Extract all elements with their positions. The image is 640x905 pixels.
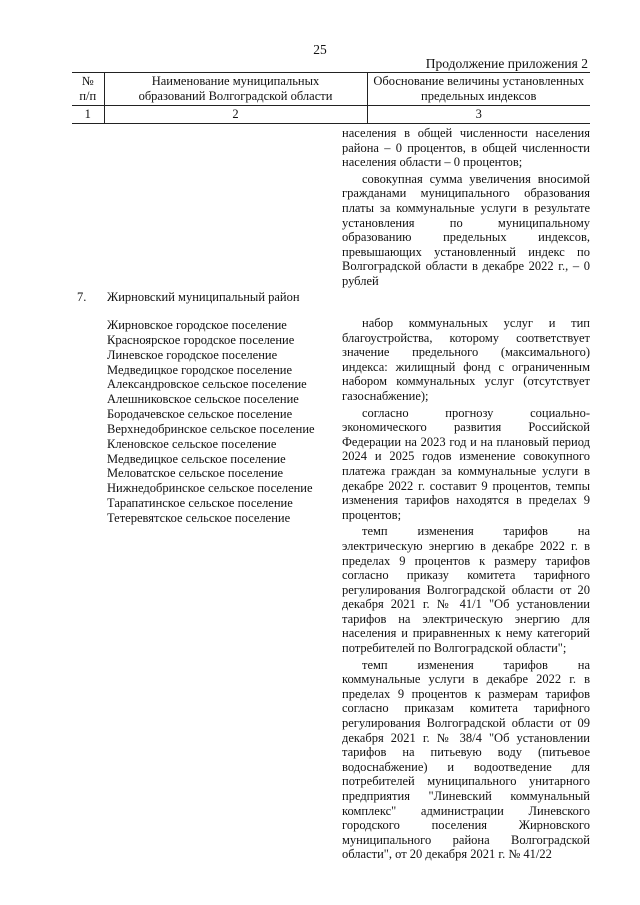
header-col-number-line1: №	[81, 74, 94, 88]
settlement-item: Бородачевское сельское поселение	[107, 407, 293, 422]
settlement-item: Медведицкое сельское поселение	[107, 451, 286, 466]
continued-paragraph: населения в общей численности населения района – 0 процентов, в общей численности населения области – 0 процентов;	[342, 126, 590, 170]
page-number: 25	[313, 42, 327, 57]
settlement-item: Меловатское сельское поселение	[107, 466, 284, 481]
district-name: Жирновский муниципальный район	[107, 290, 300, 304]
settlement-item: Тетеревятское сельское поселение	[107, 510, 291, 525]
entry-number: 7.	[77, 290, 87, 304]
table-header	[72, 72, 590, 124]
column-number-1: 1	[72, 106, 104, 124]
justification-paragraph: темп изменения тарифов на коммунальные услуги в декабре 2022 г. в пределах 9 процентов к размерам тарифов согласно приказам комитета тарифного регулирования Волгоградской области от 09 декабря 2021 г. № 38/4 "Об установлении тарифов на питьевую воду (питьевое водоснабжение) и водоотведение для потребителей муниципального унитарного предприятия "Линевский коммунальный комплекс" администрации Линевского городского поселения Жирновского муниципального района Волгоградской области", от 20 декабря 2021 г. № 41/22	[342, 657, 590, 862]
appendix-subtitle: Продолжение приложения 2	[425, 56, 588, 71]
header-col-name-line1: Наименование муниципальных	[151, 74, 320, 88]
column-number-3: 3	[367, 106, 590, 124]
header-numbers-row	[72, 106, 590, 124]
settlement-item: Красноярское городское поселение	[107, 332, 295, 347]
header-titles-row	[72, 73, 590, 106]
header-col-name	[104, 73, 367, 106]
continued-justification	[342, 126, 590, 291]
settlement-item: Алешниковское сельское поселение	[107, 392, 299, 407]
header-col-justification-line2: предельных индексов	[421, 89, 537, 103]
justification-paragraph: темп изменения тарифов на электрическую энергию в декабре 2022 г. в пределах 9 процентов к размеру тарифов согласно приказу комитета тарифного регулирования Волгоградской области от 20 декабря 2021 г. № 41/1 "Об установлении тарифов на электрическую энергию для населения и приравненных к нему категорий потребителей по Волгоградской области";	[342, 524, 590, 656]
settlement-item: Линевское городское поселение	[107, 347, 278, 362]
column-number-2: 2	[104, 106, 367, 124]
justification-paragraph: набор коммунальных услуг и тип благоустройства, которому соответствует значение предельного (максимального) индекса: жилищный фонд с ограниченным набором коммунальных услуг (отсутствует газоснабжение);	[342, 316, 590, 403]
settlement-item: Верхнедобринское сельское поселение	[107, 421, 315, 436]
header-col-justification-line1: Обоснование величины установленных	[373, 74, 585, 88]
continued-paragraph: совокупная сумма увеличения вносимой гражданами муниципального образования платы за коммунальные услуги в результате установления по муниципальному образованию предельных индексов, превышающих установленный индекс по Волгоградской области в декабре 2022 г., – 0 рублей	[342, 171, 590, 288]
settlement-item: Тарапатинское сельское поселение	[107, 496, 293, 511]
settlement-list	[107, 318, 315, 526]
header-col-number	[72, 73, 104, 106]
settlement-item: Медведицкое городское поселение	[107, 362, 292, 377]
header-col-justification	[367, 73, 590, 106]
header-col-number-line2: п/п	[79, 89, 97, 103]
settlement-item: Нижнедобринское сельское поселение	[107, 481, 313, 496]
justification-text	[342, 316, 590, 864]
settlement-item: Александровское сельское поселение	[107, 377, 307, 392]
settlement-item: Кленовское сельское поселение	[107, 436, 277, 451]
settlement-item: Жирновское городское поселение	[107, 318, 287, 332]
justification-paragraph: согласно прогнозу социально-экономического развития Российской Федерации на 2023 год и на плановый период 2024 и 2025 годов изменение совокупного платежа граждан за коммунальные услуги в декабре 2022 г. составит 9 процентов, темпы изменения тарифов находятся в пределах 9 процентов;	[342, 405, 590, 522]
header-col-name-line2: образований Волгоградской области	[138, 89, 333, 103]
